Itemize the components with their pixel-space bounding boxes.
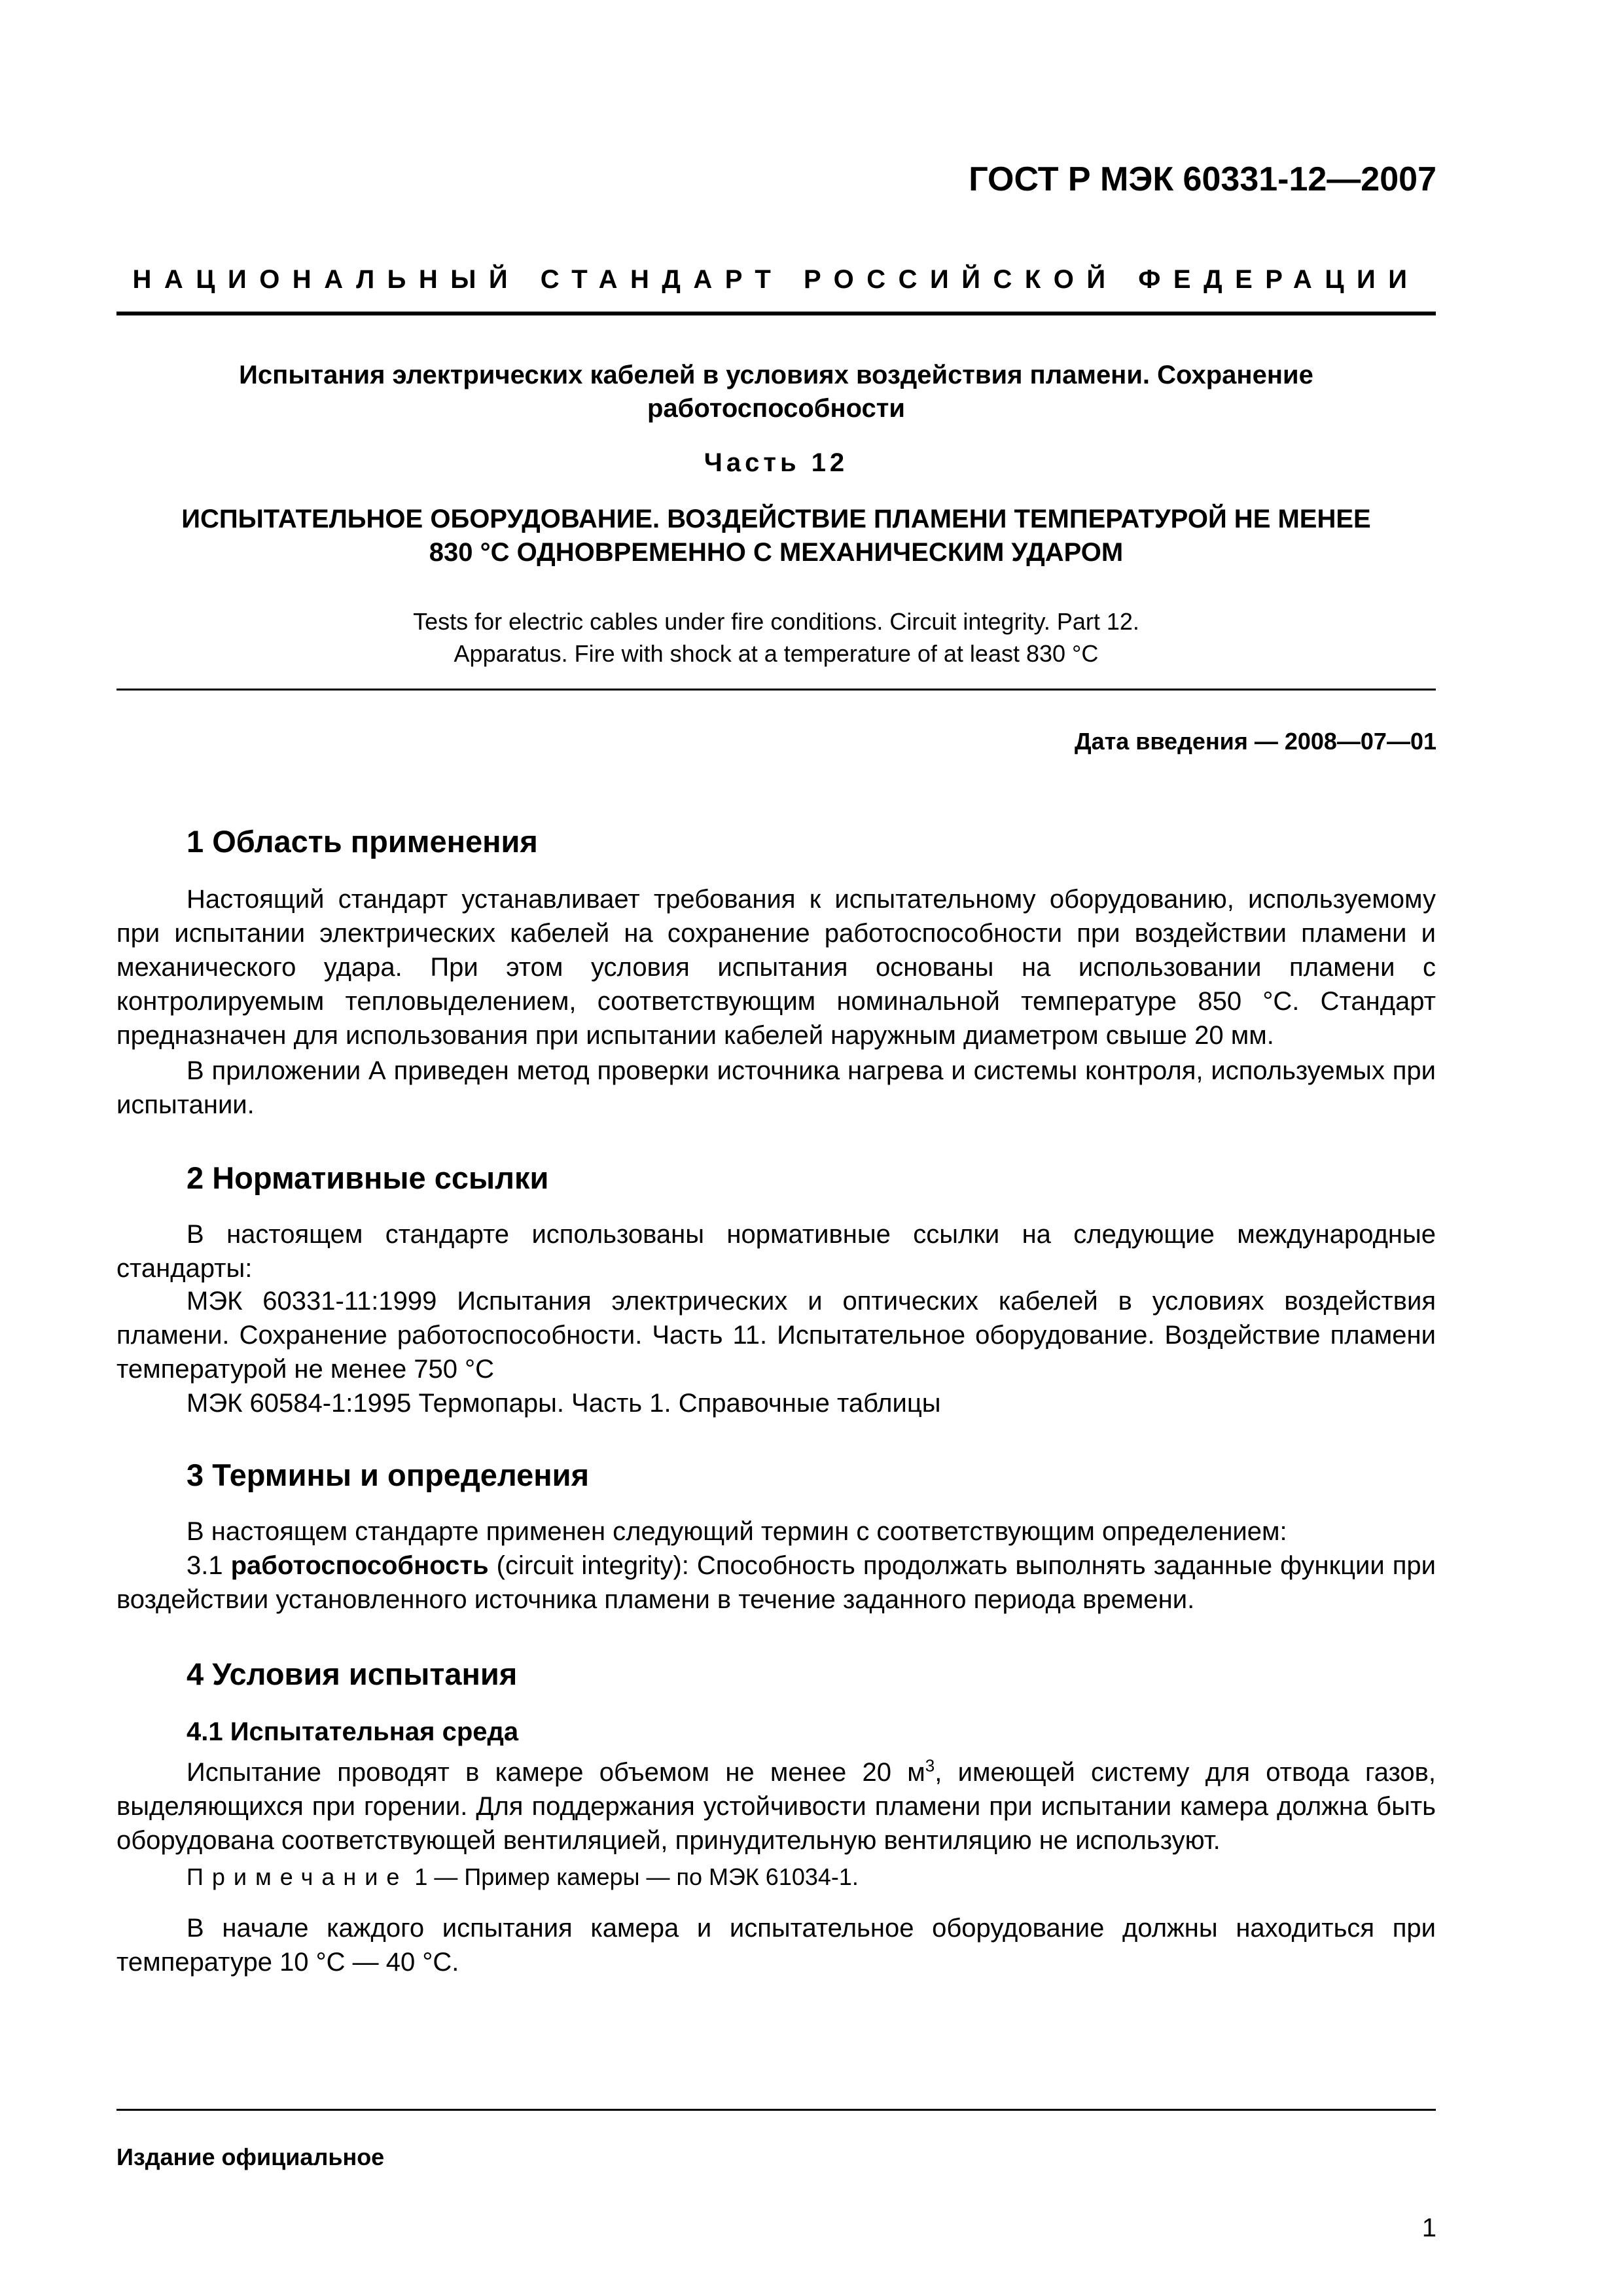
subtitle-line-2: 830 °С ОДНОВРЕМЕННО С МЕХАНИЧЕСКИМ УДАРОМ bbox=[429, 538, 1124, 567]
term-description: (circuit integrity): Способность продолжать выполнять заданные функции при воздействии установленного источника пламени в течение заданного периода времени. bbox=[116, 1551, 1436, 1614]
footer-rule bbox=[116, 2109, 1436, 2111]
header-rule bbox=[116, 312, 1436, 315]
title-line-1: Испытания электрических кабелей в условиях воздействия пламени. Сохранение bbox=[239, 361, 1313, 389]
document-title bbox=[116, 359, 1436, 425]
part-number: Часть 12 bbox=[704, 448, 849, 477]
introduction-date: Дата введения — 2008—07—01 bbox=[1074, 728, 1436, 755]
title-line-2: работоспособности bbox=[647, 394, 905, 423]
page-number: 1 bbox=[1421, 2214, 1436, 2242]
section-2-paragraph-1: В настоящем стандарте использованы нормативные ссылки на следующие международные стандарты: bbox=[116, 1220, 1436, 1283]
subsection-4-1-heading: 4.1 Испытательная среда bbox=[187, 1717, 519, 1746]
gost-number: ГОСТ Р МЭК 60331-12—2007 bbox=[969, 160, 1436, 198]
paragraph-text-start: Испытание проводят в камере объемом не менее 20 м bbox=[187, 1758, 925, 1787]
section-3-heading: 3 Термины и определения bbox=[187, 1458, 589, 1492]
english-title-line-2: Apparatus. Fire with shock at a temperature of at least 830 °C bbox=[454, 640, 1099, 667]
section-4-paragraph-1 bbox=[116, 1755, 1436, 1857]
title-rule bbox=[116, 689, 1436, 691]
paragraph-text-end: , имеющей систему для отвода газов, выделяющихся при горении. Для поддержания устойчивости пламени при испытании камера должна быть оборудована соответствующей вентиляцией, принудительную вентиляцию не используют. bbox=[116, 1758, 1436, 1855]
note-label: Примечание bbox=[187, 1863, 408, 1890]
section-3-paragraph-1: В настоящем стандарте применен следующий термин с соответствующим определением: bbox=[187, 1517, 1287, 1546]
section-4-heading: 4 Условия испытания bbox=[187, 1657, 518, 1691]
term-name: работоспособность bbox=[230, 1551, 489, 1580]
subtitle-line-1: ИСПЫТАТЕЛЬНОЕ ОБОРУДОВАНИЕ. ВОЗДЕЙСТВИЕ ПЛАМЕНИ ТЕМПЕРАТУРОЙ НЕ МЕНЕЕ bbox=[181, 505, 1371, 533]
document-subtitle bbox=[116, 503, 1436, 569]
note-text: 1 — Пример камеры — по МЭК 61034-1. bbox=[414, 1863, 859, 1890]
official-edition-label: Издание официальное bbox=[116, 2144, 385, 2170]
section-2-heading: 2 Нормативные ссылки bbox=[187, 1160, 549, 1195]
national-standard-heading: НАЦИОНАЛЬНЫЙ СТАНДАРТ РОССИЙСКОЙ ФЕДЕРАЦИИ bbox=[132, 265, 1420, 294]
section-1-paragraph-2: В приложении А приведен метод проверки источника нагрева и системы контроля, используемых при испытании. bbox=[116, 1056, 1436, 1119]
term-definition bbox=[116, 1549, 1436, 1617]
english-title bbox=[116, 605, 1436, 670]
section-4-paragraph-2: В начале каждого испытания камера и испытательное оборудование должны находиться при температуре 10 °С — 40 °С. bbox=[116, 1914, 1436, 1977]
section-2-reference-1: МЭК 60331-11:1999 Испытания электрических и оптических кабелей в условиях воздействия пламени. Сохранение работоспособности. Часть 11. Испытательное оборудование. Воздействие пламени температурой не менее 750 °С bbox=[116, 1287, 1436, 1384]
note-1 bbox=[187, 1860, 1506, 1894]
english-title-line-1: Tests for electric cables under fire conditions. Circuit integrity. Part 12. bbox=[413, 608, 1139, 635]
section-2-reference-2: МЭК 60584-1:1995 Термопары. Часть 1. Справочные таблицы bbox=[187, 1389, 941, 1418]
section-1-paragraph-1: Настоящий стандарт устанавливает требования к испытательному оборудованию, используемому при испытании электрических кабелей на сохранение работоспособности при воздействии пламени и механического удара. При этом условия испытания основаны на использовании пламени с контролируемым тепловыделением, соответствующим номинальной температуре 850 °С. Стандарт предназначен для использования при испытании кабелей наружным диаметром свыше 20 мм. bbox=[116, 885, 1436, 1050]
superscript-3: 3 bbox=[925, 1755, 935, 1776]
term-number: 3.1 bbox=[187, 1551, 223, 1580]
section-1-heading: 1 Область применения bbox=[187, 824, 538, 859]
